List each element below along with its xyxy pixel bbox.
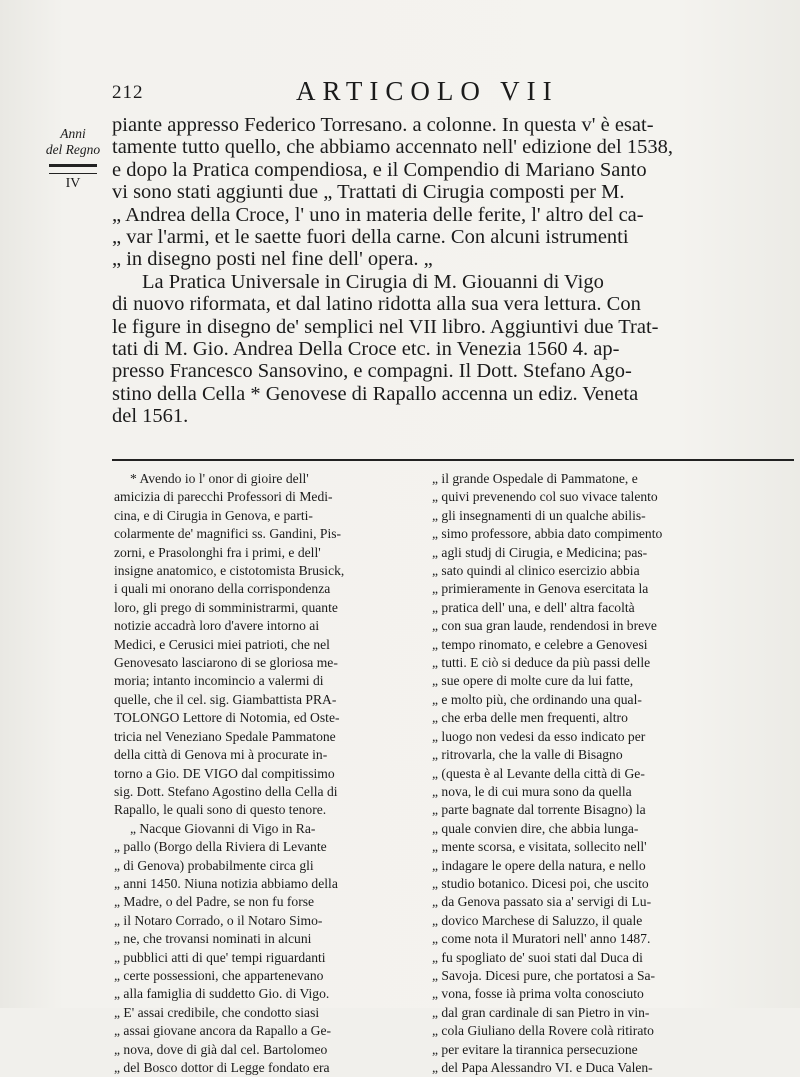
footnote-line: „ ritrovarla, che la valle di Bisagno [432,747,623,763]
footnote-line: „ sato quindi al clinico esercizio abbia [432,563,640,579]
footnote-line: Rapallo, le quali sono di questo tenore. [114,802,327,818]
page-number: 212 [112,82,144,103]
footnote-line: loro, gli prego di somministrarmi, quante [114,599,338,615]
footnote-line: „ studio botanico. Dicesi poi, che uscito [432,875,649,891]
footnote-line: colarmente de' magnifici ss. Gandini, Pis- [114,526,342,542]
footnote-divider [112,459,794,461]
footnote-line: „ alla famiglia di suddetto Gio. di Vigo. [114,986,330,1002]
footnote-line: „ gli insegnamenti di un qualche abilis- [432,507,646,523]
footnote-line: „ dovico Marchese di Saluzzo, il quale [432,912,643,928]
main-text-line: stino della Cella * Genovese di Rapallo accenna un ediz. Veneta [112,382,639,405]
footnote-line: „ sue opere di molte cure da lui fatte, [432,673,634,689]
footnote-line: „ per evitare la tirannica persecuzione [432,1041,638,1057]
footnote-line: „ con sua gran laude, rendendosi in breve [432,618,657,634]
main-text-line: tamente tutto quello, che abbiamo accennato nell' edizione del 1538, [112,136,673,159]
footnote-line: „ vona, fosse ià prima volta conosciuto [432,986,644,1002]
main-text-line: e dopo la Pratica compendiosa, e il Compendio di Mariano Santo [112,158,647,181]
footnote-line: „ del Bosco dottor di Legge fondato era [114,1060,330,1075]
footnote-line: „ indagare le opere della natura, e nello [432,857,646,873]
margin-note [40,126,106,192]
margin-note-years: Anni [60,126,86,141]
footnote-line: „ dal gran cardinale di san Pietro in vin- [432,1004,650,1020]
footnote-line: „ del Papa Alessandro VI. e Duca Valen- [432,1060,653,1075]
footnote-line: cina, e di Cirugia in Genova, e parti- [114,507,313,523]
footnote-line: „ tempo rinomato, e celebre a Genovesi [432,636,648,652]
footnote-line: amicizia di parecchi Professori di Medi- [114,489,333,505]
footnote-line: „ quivi prevenendo col suo vivace talento [432,489,658,505]
footnote-line: „ Nacque Giovanni di Vigo in Ra- [130,820,316,836]
main-text-line: vi sono stati aggiunti due „ Trattati di Cirugia composti per M. [112,181,625,204]
main-text-line: di nuovo riformata, et dal latino ridotta alla sua vera lettura. Con [112,293,641,316]
footnote-line: Medici, e Cerusici miei patrioti, che nel [114,636,330,652]
main-text-line: „ Andrea della Croce, l' uno in materia delle ferite, l' altro del ca- [112,203,644,226]
footnote-line: „ pubblici atti di que' tempi riguardanti [114,949,326,965]
footnote-line: Genovesato lasciarono di se gloriosa me- [114,655,338,671]
footnote-line: „ di Genova) probabilmente circa gli [114,857,314,873]
footnote-line: „ parte bagnate dal torrente Bisagno) la [432,802,646,818]
footnote-line: „ quale convien dire, che abbia lunga- [432,820,639,836]
footnote-line: TOLONGO Lettore di Notomia, ed Oste- [114,710,340,726]
main-text-line: „ in disegno posti nel fine dell' opera. „ [112,248,433,271]
main-text-line: „ var l'armi, et le saette fuori della carne. Con alcuni istrumenti [112,226,629,249]
main-text-line: La Pratica Universale in Cirugia di M. Giouanni di Vigo [142,270,604,293]
footnote-line: quelle, che il cel. sig. Giambattista PRA- [114,691,337,707]
footnote-line: „ pratica dell' una, e dell' altra facoltà [432,599,635,615]
footnote-line: „ simo professore, abbia dato compimento [432,526,663,542]
footnote-line: „ luogo non vedesi da esso indicato per [432,728,646,744]
main-text-line: le figure in disegno de' semplici nel VII libro. Aggiuntivi due Trat- [112,315,659,338]
margin-note-volume: IV [65,176,81,191]
main-text-line: tati di M. Gio. Andrea Della Croce etc. in Venezia 1560 4. ap- [112,338,620,361]
margin-rule [49,164,97,174]
footnote-line: zorni, e Prasolonghi fra i primi, e dell' [114,544,321,560]
main-text-line: presso Francesco Sansovino, e compagni. Il Dott. Stefano Ago- [112,360,632,383]
footnote-line: * Avendo io l' onor di gioire dell' [130,471,309,486]
footnote-line: „ fu spogliato de' suoi stati dal Duca di [432,949,643,965]
footnote-line: insigne anatomico, e cistotomista Brusick, [114,563,345,579]
footnote-line: „ tutti. E ciò si deduce da più passi delle [432,655,651,671]
footnote-line: moria; intanto incomincio a valermi di [114,673,324,689]
main-text-line: piante appresso Federico Torresano. a colonne. In questa v' è esat- [112,114,654,136]
footnote-line: sig. Dott. Stefano Agostino della Cella di [114,783,338,799]
footnote-line: „ e molto più, che ordinando una qual- [432,691,642,707]
footnote-line: „ anni 1450. Niuna notizia abbiamo della [114,875,338,891]
footnote-line: notizie accadrà loro d'avere intorno ai [114,618,320,634]
footnote-line: „ nova, le di cui mura sono da quella [432,783,632,799]
footnote-line: „ il grande Ospedale di Pammatone, e [432,471,638,486]
footnote-line: „ ne, che trovansi nominati in alcuni [114,931,312,947]
footnote-line: „ Madre, o del Padre, se non fu forse [114,894,315,910]
footnote-line: „ pallo (Borgo della Riviera di Levante [114,839,327,855]
footnote-line: „ che erba delle men frequenti, altro [432,710,628,726]
footnote-line: „ primieramente in Genova esercitata la [432,581,649,597]
footnote-line: „ assai giovane ancora da Rapallo a Ge- [114,1023,332,1039]
footnote-line: „ agli studj di Cirugia, e Medicina; pas- [432,544,648,560]
footnote-line: „ come nota il Muratori nell' anno 1487. [432,931,651,947]
running-head: ARTICOLO VII [296,76,559,106]
margin-note-reign: del Regno [45,142,101,157]
footnotes-right-column [432,470,792,1077]
footnote-line: „ cola Giuliano della Rovere colà ritirato [432,1023,654,1039]
footnote-line: „ (questa è al Levante della città di Ge- [432,765,645,781]
footnotes-left-column [114,470,426,1077]
footnote-line: „ mente scorsa, e visitata, sollecito nell' [432,839,647,855]
main-text-line: del 1561. [112,405,189,428]
footnote-line: torno a Gio. DE VIGO dal compitissimo [114,765,335,781]
footnote-line: tricia nel Veneziano Spedale Pammatone [114,728,336,744]
footnote-line: „ nova, dove di già dal cel. Bartolomeo [114,1041,328,1057]
main-text [112,114,792,428]
footnote-line: „ da Genova passato sia a' servigi di Lu- [432,894,652,910]
footnote-line: della città di Genova mi à procurate in- [114,747,328,763]
footnote-line: „ il Notaro Corrado, o il Notaro Simo- [114,912,323,928]
footnote-line: „ E' assai credibile, che condotto siasi [114,1004,320,1020]
footnote-line: „ Savoja. Dicesi pure, che portatosi a Sa- [432,967,656,983]
footnote-line: „ certe possessioni, che appartenevano [114,967,324,983]
footnote-line: i quali mi onorano della corrispondenza [114,581,331,597]
